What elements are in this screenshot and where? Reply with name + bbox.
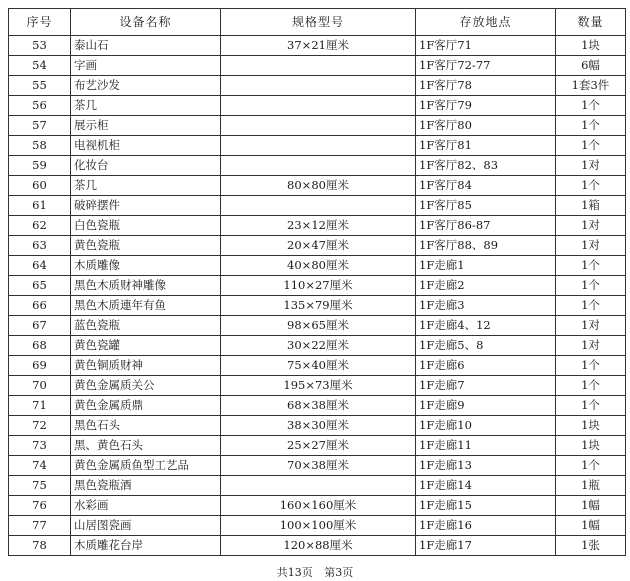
item-quantity: 1个 bbox=[556, 376, 626, 396]
table-row bbox=[9, 456, 626, 476]
item-spec: 40×80厘米 bbox=[221, 256, 416, 276]
item-name: 黄色瓷瓶 bbox=[71, 236, 221, 256]
row-number: 65 bbox=[9, 276, 71, 296]
item-name: 水彩画 bbox=[71, 496, 221, 516]
table-row bbox=[9, 496, 626, 516]
item-name: 黄色瓷罐 bbox=[71, 336, 221, 356]
item-name: 字画 bbox=[71, 56, 221, 76]
item-name: 展示柜 bbox=[71, 116, 221, 136]
row-number: 72 bbox=[9, 416, 71, 436]
item-location: 1F走廊11 bbox=[416, 436, 556, 456]
item-location: 1F走廊14 bbox=[416, 476, 556, 496]
item-name: 黄色铜质财神 bbox=[71, 356, 221, 376]
item-quantity: 1对 bbox=[556, 216, 626, 236]
item-location: 1F客厅86-87 bbox=[416, 216, 556, 236]
item-spec: 23×12厘米 bbox=[221, 216, 416, 236]
table-row bbox=[9, 356, 626, 376]
item-spec: 68×38厘米 bbox=[221, 396, 416, 416]
item-name: 黄色金属质鱼型工艺品 bbox=[71, 456, 221, 476]
item-quantity: 1个 bbox=[556, 256, 626, 276]
item-spec: 120×88厘米 bbox=[221, 536, 416, 556]
item-location: 1F走廊13 bbox=[416, 456, 556, 476]
item-location: 1F走廊10 bbox=[416, 416, 556, 436]
table-row bbox=[9, 416, 626, 436]
row-number: 56 bbox=[9, 96, 71, 116]
table-row bbox=[9, 216, 626, 236]
item-location: 1F走廊2 bbox=[416, 276, 556, 296]
item-name: 破碎摆件 bbox=[71, 196, 221, 216]
item-spec: 160×160厘米 bbox=[221, 496, 416, 516]
row-number: 61 bbox=[9, 196, 71, 216]
row-number: 64 bbox=[9, 256, 71, 276]
item-location: 1F客厅79 bbox=[416, 96, 556, 116]
table-row bbox=[9, 196, 626, 216]
header-spec: 规格型号 bbox=[221, 9, 416, 36]
item-spec bbox=[221, 76, 416, 96]
table-row bbox=[9, 96, 626, 116]
item-quantity: 1个 bbox=[556, 356, 626, 376]
item-spec: 110×27厘米 bbox=[221, 276, 416, 296]
item-location: 1F客厅71 bbox=[416, 36, 556, 56]
item-spec bbox=[221, 96, 416, 116]
table-row bbox=[9, 36, 626, 56]
item-name: 黑色瓷瓶酒 bbox=[71, 476, 221, 496]
table-row bbox=[9, 296, 626, 316]
item-quantity: 1对 bbox=[556, 156, 626, 176]
item-name: 黄色金属质关公 bbox=[71, 376, 221, 396]
item-location: 1F走廊17 bbox=[416, 536, 556, 556]
row-number: 69 bbox=[9, 356, 71, 376]
item-quantity: 1个 bbox=[556, 456, 626, 476]
page-footer bbox=[0, 564, 630, 580]
table-row bbox=[9, 256, 626, 276]
item-location: 1F走廊3 bbox=[416, 296, 556, 316]
item-spec: 25×27厘米 bbox=[221, 436, 416, 456]
row-number: 68 bbox=[9, 336, 71, 356]
item-quantity: 1个 bbox=[556, 296, 626, 316]
row-number: 75 bbox=[9, 476, 71, 496]
item-spec: 38×30厘米 bbox=[221, 416, 416, 436]
inventory-table bbox=[8, 8, 626, 556]
item-quantity: 1对 bbox=[556, 236, 626, 256]
row-number: 67 bbox=[9, 316, 71, 336]
table-row bbox=[9, 376, 626, 396]
item-location: 1F客厅84 bbox=[416, 176, 556, 196]
item-name: 黄色金属质鼎 bbox=[71, 396, 221, 416]
row-number: 73 bbox=[9, 436, 71, 456]
row-number: 77 bbox=[9, 516, 71, 536]
item-name: 木质雕像 bbox=[71, 256, 221, 276]
item-location: 1F客厅72-77 bbox=[416, 56, 556, 76]
item-name: 黑色木质連年有鱼 bbox=[71, 296, 221, 316]
item-name: 电视机柜 bbox=[71, 136, 221, 156]
row-number: 71 bbox=[9, 396, 71, 416]
item-name: 化妆台 bbox=[71, 156, 221, 176]
item-name: 茶几 bbox=[71, 96, 221, 116]
row-number: 55 bbox=[9, 76, 71, 96]
item-spec bbox=[221, 56, 416, 76]
item-spec: 195×73厘米 bbox=[221, 376, 416, 396]
row-number: 62 bbox=[9, 216, 71, 236]
item-spec: 135×79厘米 bbox=[221, 296, 416, 316]
row-number: 76 bbox=[9, 496, 71, 516]
item-location: 1F客厅80 bbox=[416, 116, 556, 136]
item-location: 1F走廊7 bbox=[416, 376, 556, 396]
item-quantity: 1箱 bbox=[556, 196, 626, 216]
item-spec: 37×21厘米 bbox=[221, 36, 416, 56]
item-name: 山居图瓷画 bbox=[71, 516, 221, 536]
item-spec bbox=[221, 116, 416, 136]
table-row bbox=[9, 156, 626, 176]
table-row bbox=[9, 116, 626, 136]
item-location: 1F走廊1 bbox=[416, 256, 556, 276]
table-row bbox=[9, 516, 626, 536]
table-row bbox=[9, 56, 626, 76]
item-spec bbox=[221, 156, 416, 176]
table-header-row bbox=[9, 9, 626, 36]
table-body bbox=[9, 36, 626, 556]
table-row bbox=[9, 396, 626, 416]
table-row bbox=[9, 316, 626, 336]
item-quantity: 1张 bbox=[556, 536, 626, 556]
item-spec: 100×100厘米 bbox=[221, 516, 416, 536]
row-number: 59 bbox=[9, 156, 71, 176]
item-name: 黑色石头 bbox=[71, 416, 221, 436]
item-quantity: 1个 bbox=[556, 116, 626, 136]
item-spec bbox=[221, 136, 416, 156]
item-name: 泰山石 bbox=[71, 36, 221, 56]
row-number: 58 bbox=[9, 136, 71, 156]
item-location: 1F走廊4、12 bbox=[416, 316, 556, 336]
row-number: 63 bbox=[9, 236, 71, 256]
item-location: 1F走廊15 bbox=[416, 496, 556, 516]
row-number: 78 bbox=[9, 536, 71, 556]
table-row bbox=[9, 76, 626, 96]
item-spec: 70×38厘米 bbox=[221, 456, 416, 476]
item-quantity: 1对 bbox=[556, 336, 626, 356]
row-number: 70 bbox=[9, 376, 71, 396]
table-row bbox=[9, 536, 626, 556]
table-row bbox=[9, 136, 626, 156]
table-row bbox=[9, 236, 626, 256]
item-spec: 80×80厘米 bbox=[221, 176, 416, 196]
item-spec: 30×22厘米 bbox=[221, 336, 416, 356]
item-spec: 20×47厘米 bbox=[221, 236, 416, 256]
item-location: 1F走廊6 bbox=[416, 356, 556, 376]
item-location: 1F客厅81 bbox=[416, 136, 556, 156]
header-location: 存放地点 bbox=[416, 9, 556, 36]
item-quantity: 1幅 bbox=[556, 496, 626, 516]
table-row bbox=[9, 336, 626, 356]
item-spec: 98×65厘米 bbox=[221, 316, 416, 336]
item-quantity: 1块 bbox=[556, 36, 626, 56]
table-row bbox=[9, 436, 626, 456]
item-name: 蓝色瓷瓶 bbox=[71, 316, 221, 336]
item-location: 1F客厅88、89 bbox=[416, 236, 556, 256]
item-location: 1F走廊5、8 bbox=[416, 336, 556, 356]
item-quantity: 1个 bbox=[556, 176, 626, 196]
item-name: 黑色木质财神雕像 bbox=[71, 276, 221, 296]
header-no: 序号 bbox=[9, 9, 71, 36]
item-quantity: 1块 bbox=[556, 436, 626, 456]
item-name: 木质雕花台岸 bbox=[71, 536, 221, 556]
item-quantity: 1个 bbox=[556, 276, 626, 296]
item-quantity: 6幅 bbox=[556, 56, 626, 76]
item-spec bbox=[221, 476, 416, 496]
current-page: 第3页 bbox=[324, 566, 354, 579]
item-name: 茶几 bbox=[71, 176, 221, 196]
table-row bbox=[9, 276, 626, 296]
item-name: 黑、黄色石头 bbox=[71, 436, 221, 456]
item-location: 1F客厅85 bbox=[416, 196, 556, 216]
row-number: 66 bbox=[9, 296, 71, 316]
header-name: 设备名称 bbox=[71, 9, 221, 36]
item-quantity: 1对 bbox=[556, 316, 626, 336]
total-pages: 共13页 bbox=[276, 566, 313, 579]
table-row bbox=[9, 476, 626, 496]
item-name: 布艺沙发 bbox=[71, 76, 221, 96]
item-location: 1F客厅78 bbox=[416, 76, 556, 96]
item-quantity: 1个 bbox=[556, 136, 626, 156]
inventory-sheet bbox=[8, 8, 625, 556]
item-name: 白色瓷瓶 bbox=[71, 216, 221, 236]
item-quantity: 1幅 bbox=[556, 516, 626, 536]
header-quantity: 数量 bbox=[556, 9, 626, 36]
row-number: 57 bbox=[9, 116, 71, 136]
item-quantity: 1个 bbox=[556, 96, 626, 116]
item-quantity: 1个 bbox=[556, 396, 626, 416]
item-spec: 75×40厘米 bbox=[221, 356, 416, 376]
item-location: 1F客厅82、83 bbox=[416, 156, 556, 176]
item-quantity: 1套3件 bbox=[556, 76, 626, 96]
item-spec bbox=[221, 196, 416, 216]
row-number: 54 bbox=[9, 56, 71, 76]
item-quantity: 1块 bbox=[556, 416, 626, 436]
table-row bbox=[9, 176, 626, 196]
item-location: 1F走廊16 bbox=[416, 516, 556, 536]
row-number: 53 bbox=[9, 36, 71, 56]
item-location: 1F走廊9 bbox=[416, 396, 556, 416]
item-quantity: 1瓶 bbox=[556, 476, 626, 496]
row-number: 74 bbox=[9, 456, 71, 476]
row-number: 60 bbox=[9, 176, 71, 196]
